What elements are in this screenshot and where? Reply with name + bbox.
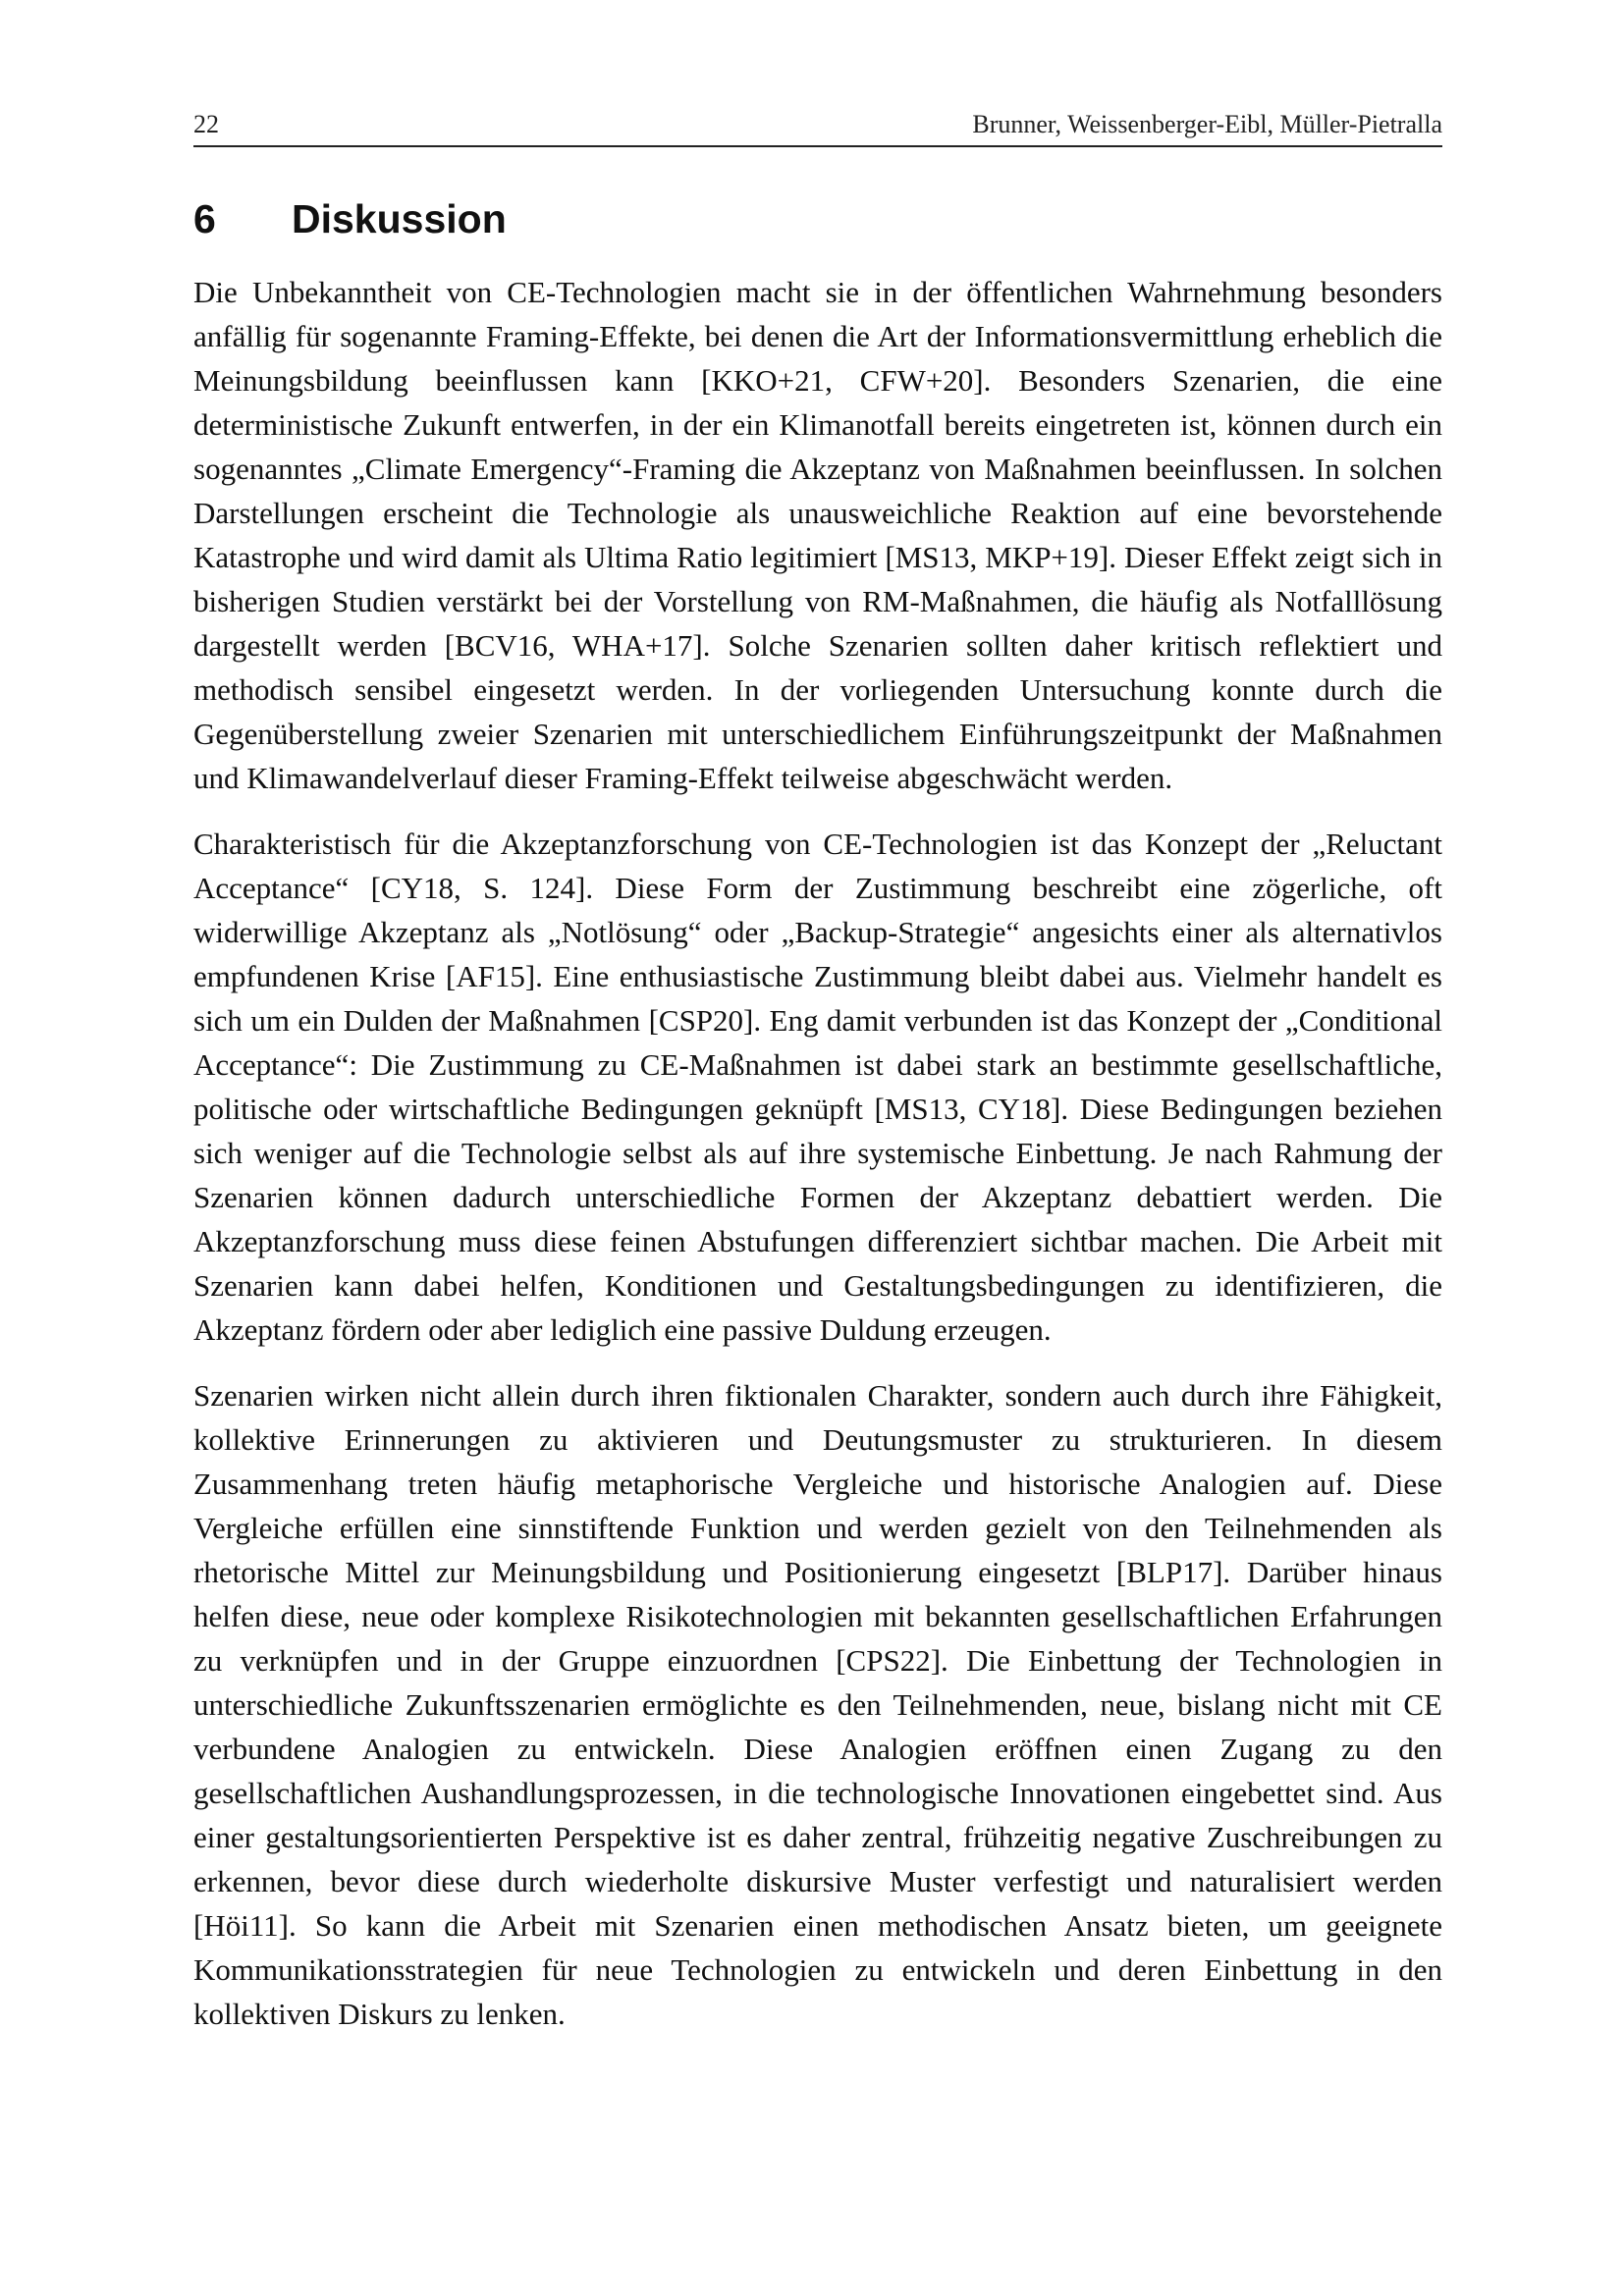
- page-number: 22: [193, 110, 219, 138]
- paragraph-3: Szenarien wirken nicht allein durch ihren fiktionalen Charakter, sondern auch durch ihre Fähigkeit, kollektive Erinnerungen zu aktivieren und Deutungsmuster zu strukturieren. In diesem Zusammenhang treten häufig metaphorische Vergleiche und historische Analogien auf. Diese Vergleiche erfüllen eine sinnstiftende Funktion und werden gezielt von den Teilnehmenden als rhetorische Mittel zur Meinungsbildung und Positionierung eingesetzt [BLP17]. Darüber hinaus helfen diese, neue oder komplexe Risikotechnologien mit bekannten gesellschaftlichen Erfahrungen zu verknüpfen und in der Gruppe einzuordnen [CPS22]. Die Einbettung der Technologien in unterschiedliche Zukunftsszenarien ermöglichte es den Teilnehmenden, neue, bislang nicht mit CE verbundene Analogien zu entwickeln. Diese Analogien eröffnen einen Zugang zu den gesellschaftlichen Aushandlungsprozessen, in die technologische Innovationen eingebettet sind. Aus einer gestaltungsorientierten Perspektive ist es daher zentral, frühzeitig negative Zuschreibungen zu erkennen, bevor diese durch wiederholte diskursive Muster verfestigt und naturalisiert werden [Höi11]. So kann die Arbeit mit Szenarien einen methodischen Ansatz bieten, um geeignete Kommunikationsstrategien für neue Technologien zu entwickeln und deren Einbettung in den kollektiven Diskurs zu lenken.: [193, 1378, 1442, 2031]
- running-header: [193, 110, 1442, 147]
- paragraph-1: Die Unbekanntheit von CE-Technologien macht sie in der öffentlichen Wahrnehmung besonders anfällig für sogenannte Framing-Effekte, bei denen die Art der Informationsvermittlung erheblich die Meinungsbildung beeinflussen kann [KKO+21, CFW+20]. Besonders Szenarien, die eine deterministische Zukunft entwerfen, in der ein Klimanotfall bereits eingetreten ist, können durch ein sogenanntes „Climate Emergency“-Framing die Akzeptanz von Maßnahmen beeinflussen. In solchen Darstellungen erscheint die Technologie als unausweichliche Reaktion auf eine bevorstehende Katastrophe und wird damit als Ultima Ratio legitimiert [MS13, MKP+19]. Dieser Effekt zeigt sich in bisherigen Studien verstärkt bei der Vorstellung von RM-Maßnahmen, die häufig als Notfalllösung dargestellt werden [BCV16, WHA+17]. Solche Szenarien sollten daher kritisch reflektiert und methodisch sensibel eingesetzt werden. In der vorliegenden Untersuchung konnte durch die Gegenüberstellung zweier Szenarien mit unterschiedlichem Einführungszeitpunkt der Maßnahmen und Klimawandelverlauf dieser Framing-Effekt teilweise abgeschwächt werden.: [193, 275, 1442, 795]
- header-authors: Brunner, Weissenberger-Eibl, Müller-Pietralla: [972, 110, 1442, 138]
- paragraph-2: Charakteristisch für die Akzeptanzforschung von CE-Technologien ist das Konzept der „Reluctant Acceptance“ [CY18, S. 124]. Diese Form der Zustimmung beschreibt eine zögerliche, oft widerwillige Akzeptanz als „Notlösung“ oder „Backup-Strategie“ angesichts einer als alternativlos empfundenen Krise [AF15]. Eine enthusiastische Zustimmung bleibt dabei aus. Vielmehr handelt es sich um ein Dulden der Maßnahmen [CSP20]. Eng damit verbunden ist das Konzept der „Conditional Acceptance“: Die Zustimmung zu CE-Maßnahmen ist dabei stark an bestimmte gesellschaftliche, politische oder wirtschaftliche Bedingungen geknüpft [MS13, CY18]. Diese Bedingungen beziehen sich weniger auf die Technologie selbst als auf ihre systemische Einbettung. Je nach Rahmung der Szenarien können dadurch unterschiedliche Formen der Akzeptanz debattiert werden. Die Akzeptanzforschung muss diese feinen Abstufungen differenziert sichtbar machen. Die Arbeit mit Szenarien kann dabei helfen, Konditionen und Gestaltungsbedingungen zu identifizieren, die Akzeptanz fördern oder aber lediglich eine passive Duldung erzeugen.: [193, 827, 1442, 1347]
- section-title: Diskussion: [292, 196, 507, 241]
- body-text: [193, 270, 1442, 2057]
- section-heading: [193, 194, 1442, 243]
- section-number: 6: [193, 196, 216, 241]
